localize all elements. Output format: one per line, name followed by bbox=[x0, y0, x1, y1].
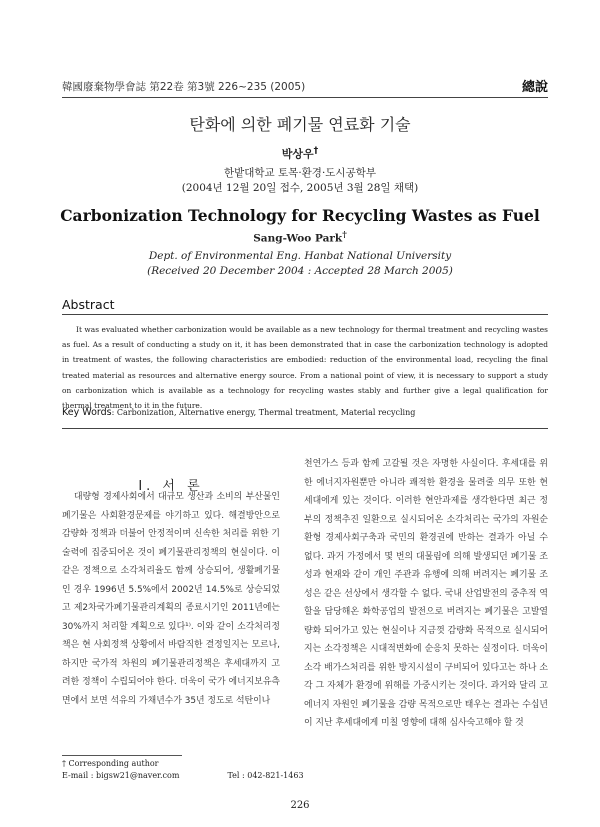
footnote-email: E-mail : bigsw21@naver.com bbox=[62, 771, 180, 780]
journal-info: 韓國廢棄物學會誌 第22卷 第3號 226~235 (2005) bbox=[62, 81, 306, 93]
keywords-label: Key Words bbox=[62, 407, 112, 418]
abstract-heading: Abstract bbox=[62, 297, 115, 312]
keywords bbox=[62, 407, 548, 418]
footnote-tel: Tel : 042-821-1463 bbox=[227, 771, 304, 780]
abstract-text: It was evaluated whether carbonization would be available as a new technology for thermal treatment and recycling wastes as fuel. As a result of conducting a study on it, it has been demonstrated that in case the carbonization technology is adopted in treatment of wastes, the following characteristics are embodied: reduction of the environmental load, recycling the final treated material as resources and alternative energy source. From a national point of view, it is necessary to support a study on carbonization which is available as a technology for recycling wastes stably and further give a legal qualification for thermal treatment to it in the future. bbox=[62, 325, 548, 411]
running-header bbox=[62, 76, 548, 98]
korean-title: 탄화에 의한 폐기물 연료화 기술 bbox=[189, 115, 411, 134]
korean-author: 박상우† bbox=[281, 145, 319, 161]
left-column bbox=[62, 488, 280, 710]
right-column bbox=[304, 455, 548, 733]
english-title: Carbonization Technology for Recycling Wastes as Fuel bbox=[60, 206, 540, 225]
body-paragraph: 천연가스 등과 함께 고갈될 것은 자명한 사실이다. 후세대를 위한 에너지자원뿐만 아니라 쾌적한 환경을 물려줄 의무 또한 현세대에게 있는 것이다. 이러한 현안과제를 생각한다면 최근 정부의 정책추진 일환으로 실시되어온 소각처리는 국가의 자원순환형 경제사회구축과 국민의 환경권에 반하는 결과가 아닐 수 없다. 과거 가정에서 몇 번의 대물림에 의해 발생되던 폐기물 조성과 현재와 같이 개인 주관과 유행에 의해 버려지는 폐기물 조성은 같은 선상에서 생각할 수 없다. 국내 산업발전의 중추적 역할을 담당해온 화학공업의 발전으로 버려지는 폐기물은 고발열량화 되어가고 있는 현실이나 지금껏 감량화 목적으로 실시되어지는 소각정책은 시대적변화에 순응치 못하는 실정이다. 더욱이 소각 배가스처리를 위한 방지시설이 구비되어 있다고는 하나 소각 그 자체가 환경에 위해를 가중시키는 것이다. 과거와 달리 고에너지 자원인 폐기물을 감량 목적으로만 태우는 결과는 수십년이 지난 후세대에게 미칠 영향에 대해 심사숙고해야 할 것 bbox=[304, 459, 548, 728]
footnote bbox=[62, 758, 304, 782]
article-category: 總說 bbox=[521, 80, 548, 95]
body-paragraph: 대량형 경제사회에서 대규모 생산과 소비의 부산물인 폐기물은 사회환경문제를 야기하고 있다. 해결방안으로 감량화 정책과 더불어 안정적이며 신속한 처리를 위한 기술력에 집중되어온 것이 폐기물관리정책의 현실이다. 이같은 정책으로 소각처리율도 함께 상승되어, 생활폐기물인 경우 1996년 5.5%에서 2002년 14.5%로 상승되었고 제2차국가폐기물관리계획의 종료시기인 2011년에는 30%까지 처리할 계획으로 있다¹⁾. 이와 같이 소각처리정책은 현 사회정책 상황에서 바람직한 결정일지는 모르나, 하지만 국가적 차원의 폐기물관리정책은 후세대까지 고려한 정책이 수립되어야 한다. 더욱이 국가 에너지보유측면에서 보면 석유의 가채년수가 35년 정도로 석탄이나 bbox=[62, 492, 280, 706]
abstract-rule bbox=[62, 314, 548, 315]
footnote-title: † Corresponding author bbox=[62, 759, 159, 768]
section-heading: Ⅰ. 서 론 bbox=[138, 479, 204, 494]
keywords-list: : Carbonization, Alternative energy, Thermal treatment, Material recycling bbox=[111, 408, 416, 417]
english-author: Sang-Woo Park† bbox=[253, 230, 347, 245]
page-number: 226 bbox=[290, 800, 310, 811]
keywords-rule bbox=[62, 428, 548, 429]
footnote-rule bbox=[62, 755, 182, 756]
header-rule bbox=[62, 97, 548, 98]
korean-affiliation: 한밭대학교 토목·환경·도시공학부 (2004년 12월 20일 접수, 2005년 3월 28일 채택) bbox=[181, 167, 419, 194]
english-affiliation: Dept. of Environmental Eng. Hanbat National University (Received 20 December 2004 : Accepted 28 March 2005) bbox=[147, 250, 453, 277]
